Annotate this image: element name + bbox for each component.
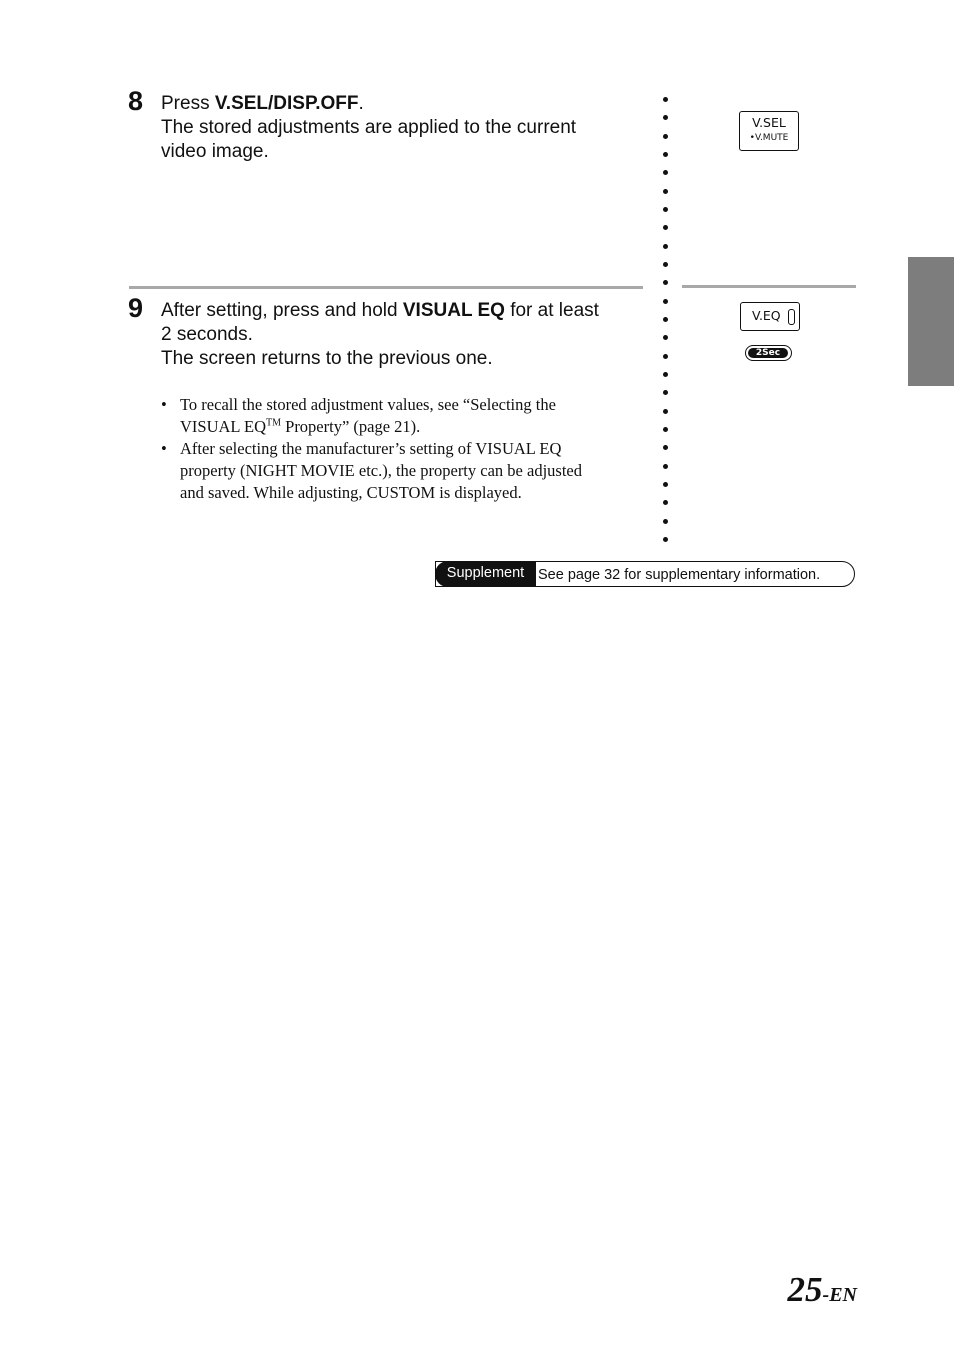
- visual-eq-key: VISUAL EQ: [402, 300, 505, 321]
- note-2-line-2: property (NIGHT MOVIE etc.), the property can be adjusted: [180, 461, 582, 480]
- step-9-line-3: The screen returns to the previous one.: [161, 348, 493, 369]
- step-9-number: 9: [128, 293, 144, 323]
- veq-indicator-icon: [788, 309, 795, 325]
- step-8-line-2: The stored adjustments are applied to the current: [161, 117, 577, 138]
- step-9-prefix: After setting, press and hold: [161, 300, 403, 321]
- hold-2sec-label: 2Sec: [748, 348, 788, 358]
- step-9-line-2: 2 seconds.: [161, 324, 253, 345]
- section-divider-left: [129, 286, 643, 289]
- dotted-separator: [661, 93, 671, 553]
- note-item: [161, 394, 641, 438]
- bullet: •: [161, 395, 167, 414]
- vsel-disp-off-key: V.SEL/DISP.OFF: [214, 93, 359, 114]
- section-side-tab: [908, 257, 954, 386]
- supplement-text: See page 32 for supplementary information.: [538, 567, 821, 583]
- step-8-number: 8: [128, 86, 144, 116]
- step-8-prefix: Press: [161, 93, 215, 114]
- supplement-tag: Supplement: [435, 561, 536, 587]
- step-9-suffix: for at least: [504, 300, 599, 321]
- vsel-label: V.SEL: [752, 115, 786, 130]
- step-8-text: [161, 92, 641, 164]
- note-1-line-1: To recall the stored adjustment values, see “Selecting the: [180, 395, 556, 414]
- page-number: [788, 1270, 857, 1310]
- veq-label: V.EQ: [752, 308, 781, 323]
- bullet: •: [161, 439, 167, 458]
- note-2-line-3: and saved. While adjusting, CUSTOM is displayed.: [180, 483, 522, 502]
- veq-button-icon: [740, 302, 800, 331]
- note-item: [161, 438, 641, 504]
- vmute-label: •V.MUTE: [749, 133, 789, 143]
- notes-list: [161, 394, 641, 504]
- page-number-value: 25: [787, 1270, 823, 1309]
- vsel-button-icon: [739, 111, 799, 151]
- supplement-banner: [435, 561, 855, 587]
- page-number-suffix: -EN: [822, 1284, 857, 1306]
- step-8-line-3: video image.: [161, 141, 269, 162]
- note-1-page-ref: Property” (page 21).: [281, 417, 421, 436]
- hold-2sec-icon: [745, 345, 792, 361]
- note-2-line-1: After selecting the manufacturer’s setting of VISUAL EQ: [180, 439, 562, 458]
- note-1-line-2: [180, 416, 641, 438]
- note-1-visual-eq: VISUAL EQ: [180, 417, 267, 436]
- step-9-text: [161, 299, 641, 371]
- section-divider-right: [682, 285, 856, 288]
- step-8-suffix: .: [358, 93, 364, 114]
- trademark-sup: TM: [266, 417, 282, 429]
